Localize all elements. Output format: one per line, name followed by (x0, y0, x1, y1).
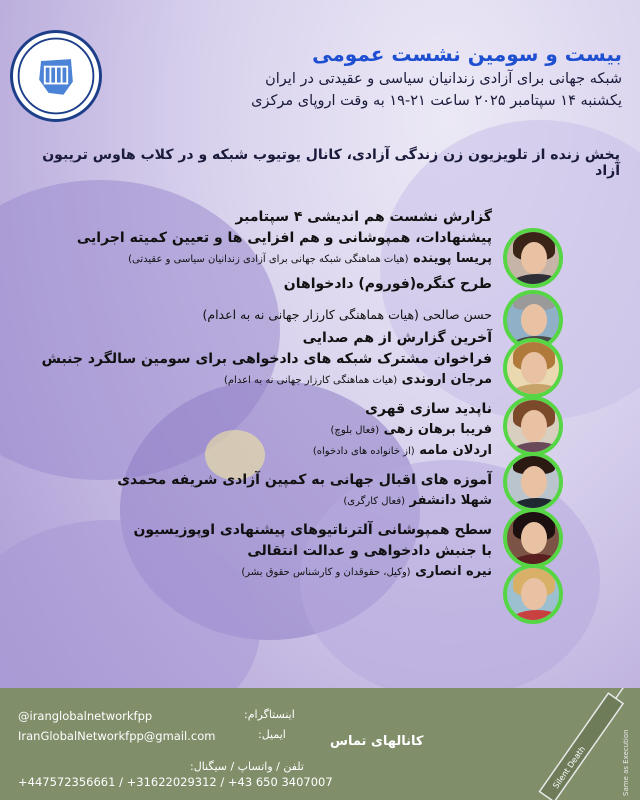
speaker-line (32, 491, 492, 512)
agenda-list (32, 207, 492, 583)
event-title: بیست و سومین نشست عمومی (312, 42, 622, 66)
speaker-line (32, 370, 492, 391)
agenda-topic: آموزه های اقبال جهانی به کمپین آزادی شریفه محمدی (117, 472, 492, 488)
agenda-item (32, 207, 492, 270)
speaker-avatar (503, 564, 563, 624)
speaker-role: (هیات هماهنگی شبکه جهانی برای آزادی زندانیان سیاسی و عقیدتی) (128, 254, 409, 265)
speaker-line (32, 420, 492, 441)
header (152, 40, 622, 112)
agenda-topic: طرح کنگره(فوروم) دادخواهان (283, 276, 492, 292)
speaker-name: حسن صالحی (422, 307, 492, 322)
speaker-role: (وکیل، حقوقدان و کارشناس حقوق بشر) (241, 567, 411, 578)
instagram-label: اینستاگرام: (244, 708, 295, 721)
speaker-name: مرجان اروندی (401, 372, 492, 387)
agenda-topic: فراخوان مشترک شبکه های دادخواهی برای سومین سالگرد جنبش (41, 351, 492, 367)
agenda-topic: سطح همپوشانی آلترناتیوهای پیشنهادی اوپوزیسیون (133, 522, 492, 538)
speaker-name: پریسا پوینده (413, 251, 492, 266)
speaker-avatar (503, 508, 563, 568)
speaker-role: (از خانواده های دادخواه) (312, 446, 415, 457)
phone-numbers[interactable]: +447572356661 / +31622029312 / +43 650 3407007 (18, 775, 333, 789)
speaker-role: (فعال کارگری) (343, 496, 406, 507)
speaker-role: (هیات هماهنگی کارزار جهانی نه به اعدام) (202, 307, 419, 322)
speaker-line (32, 249, 492, 270)
instagram-handle[interactable]: @iranglobalnetworkfpp (18, 709, 153, 723)
agenda-topic: با جنبش دادخواهی و عدالت انتقالی (247, 543, 492, 559)
organizer-line: شبکه جهانی برای آزادی زندانیان سیاسی و عقیدتی در ایران (265, 71, 622, 87)
speaker-name: شهلا دانشفر (409, 493, 492, 508)
speaker-name: فریبا برهان زهی (383, 422, 492, 437)
agenda-topic: پیشنهادات، همپوشانی و هم افزایی ها و تعیین کمیته اجرایی (76, 230, 492, 246)
email-address[interactable]: IranGlobalNetworkfpp@gmail.com (18, 729, 216, 743)
network-logo (10, 30, 102, 122)
speaker-avatar (503, 396, 563, 456)
contact-title: کانالهای تماس (330, 734, 424, 749)
agenda-topic: ناپدید سازی قهری (365, 401, 492, 417)
speaker-role: (فعال بلوچ) (330, 425, 380, 436)
phone-label: تلفن / واتساپ / سیگنال: (190, 760, 304, 773)
agenda-topic: گزارش نشست هم اندیشی ۴ سپتامبر (235, 209, 492, 225)
speaker-name: نیره انصاری (415, 564, 492, 579)
agenda-topic: آخرین گزارش از هم صدایی (302, 330, 492, 346)
speaker-name: اردلان مامه (419, 443, 492, 458)
speaker-avatar (503, 228, 563, 288)
speaker-line (32, 441, 492, 462)
agenda-item (32, 399, 492, 462)
agenda-item (32, 470, 492, 512)
speaker-role: (هیات هماهنگی کارزار جهانی نه به اعدام) (223, 375, 398, 386)
broadcast-info: پخش زنده از تلویزیون زن زندگی آزادی، کانال یوتیوب شبکه و در کلاب هاوس تریبون آزاد (42, 147, 620, 179)
speaker-line (32, 305, 492, 324)
speaker-line (32, 562, 492, 583)
agenda-item (32, 520, 492, 583)
email-label: ایمیل: (258, 728, 286, 741)
agenda-item (32, 274, 492, 324)
speaker-avatar (503, 338, 563, 398)
agenda-item (32, 328, 492, 391)
syringe-label: Silent Death (551, 744, 588, 791)
date-line: یکشنبه ۱۴ سپتامبر ۲۰۲۵ ساعت ۲۱-۱۹ به وقت اروپای مرکزی (251, 93, 622, 109)
syringe-caption: Same as Execution (622, 729, 630, 796)
syringe-illustration (530, 688, 640, 800)
speaker-avatar (503, 452, 563, 512)
